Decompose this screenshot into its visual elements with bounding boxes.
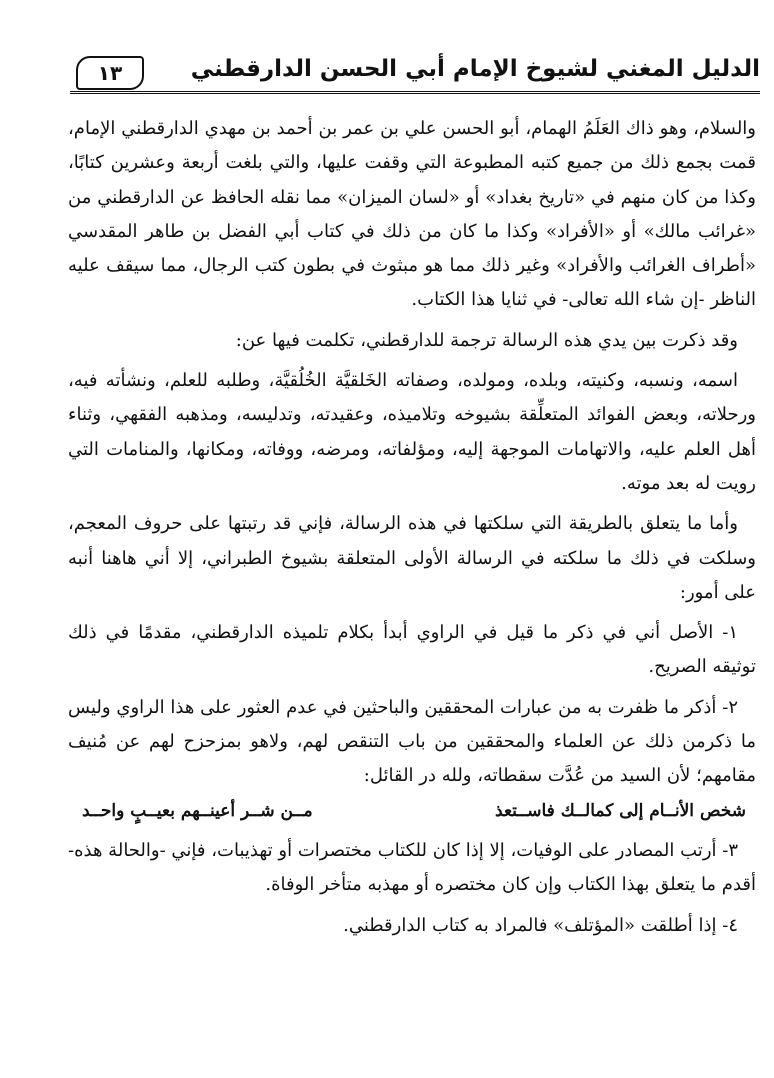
poem-verse [68, 794, 756, 828]
paragraph-biography-topics: اسمه، ونسبه، وكنيته، وبلده، ومولده، وصفاته الخَلقيَّة الخُلُقيَّة، وطلبه للعلم، ونشأته فيه، ورحلاته، وبعض الفوائد المتعلِّقة بشيوخه وتلاميذه، وعقيدته، وتدليسه، ومذهبه الفقهي، وثناء أهل العلم عليه، والاتهامات الموجهة إليه، ومؤلفاته، ومرضه، ووفاته، ومكانها، والمنامات التي رويت له بعد موته. [68, 370, 756, 494]
list-item-2: ٢- أذكر ما ظفرت به من عبارات المحققين والباحثين في عدم العثور على هذا الراوي وليس ما ذكرمن ذلك عن العلماء والمحققين من باب التنقص لهم، ولاهو بمزحزح لهم عن مُنيف مقامهم؛ لأن السيد من عُدَّت سقطاته، ولله در القائل: [68, 696, 756, 787]
running-title: الدليل المغني لشيوخ الإمام أبي الحسن الدارقطني [190, 56, 760, 82]
list-item-3: ٣- أرتب المصادر على الوفيات، إلا إذا كان للكتاب مختصرات أو تهذيبات، فإني -والحالة هذه- أقدم ما يتعلق بهذا الكتاب وإن كان مختصره أو مهذبه متأخر الوفاة. [68, 839, 756, 896]
page-number: ١٣ [76, 56, 144, 90]
list-item-1: ١- الأصل أني في ذكر ما قيل في الراوي أبدأ بكلام تلميذه الدارقطني، مقدمًا في ذلك توثيقه الصريح. [68, 622, 756, 678]
main-text [68, 112, 756, 943]
paragraph-biography-intro: وقد ذكرت بين يدي هذه الرسالة ترجمة للدارقطني، تكلمت فيها عن: [235, 329, 738, 351]
poem-second-hemistich: مــن شــر أعينــهم بعيــبٍ واحــد [82, 800, 313, 821]
header-divider [70, 91, 760, 94]
poem-first-hemistich: شخص الأنــام إلى كمالــك فاســتعذ [495, 800, 746, 821]
paragraph-intro: والسلام، وهو ذاك العَلَمُ الهمام، أبو الحسن علي بن عمر بن أحمد بن مهدي الدارقطني الإمام، قمت بجمع ذلك من جميع كتبه المطبوعة التي وقفت عليها، والتي بلغت أربعة وعشرين كتابًا، وكذا من كان منهم في «تاريخ بغداد» أو «لسان الميزان» مما نقله الحافظ عن الدارقطني من «غرائب مالك» أو «الأفراد» وكذا ما كان من ذلك في كتاب أبي الفضل بن طاهر المقدسي «أطراف الغرائب والأفراد» وغير ذلك مما هو مبثوث في بطون كتب الرجال، مما سيقف عليه الناظر -إن شاء الله تعالى- في ثنايا هذا الكتاب. [68, 118, 756, 311]
paragraph-method: وأما ما يتعلق بالطريقة التي سلكتها في هذه الرسالة، فإني قد رتبتها على حروف المعجم، وسلكت في ذلك ما سلكته في الرسالة الأولى المتعلقة بشيوخ الطبراني، إلا أني هاهنا أنبه على أمور: [68, 513, 756, 603]
page-header [70, 52, 760, 96]
list-item-4: ٤- إذا أطلقت «المؤتلف» فالمراد به كتاب الدارقطني. [343, 914, 738, 936]
